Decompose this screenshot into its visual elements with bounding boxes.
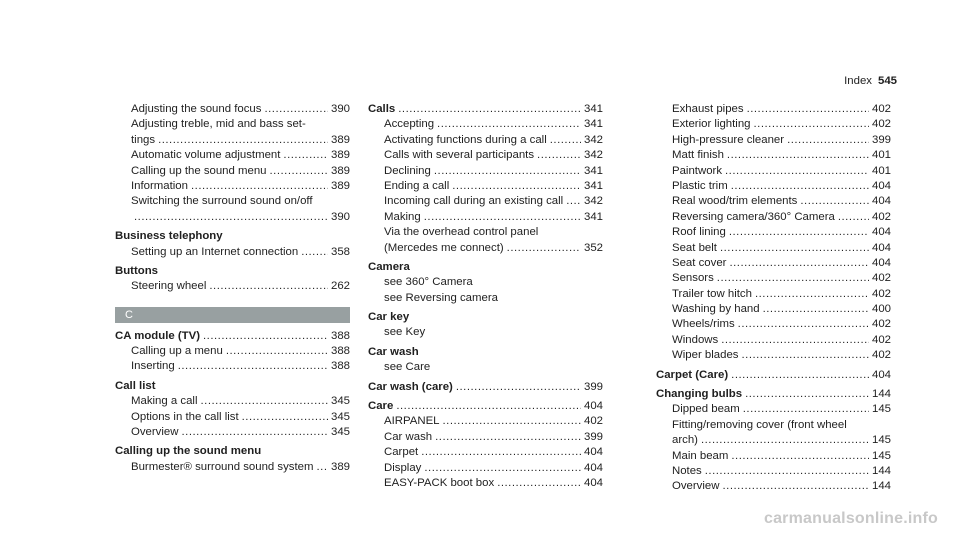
dot-leader — [435, 430, 581, 445]
index-subentry — [368, 476, 603, 491]
entry-term: Car key — [368, 311, 410, 324]
page-ref: 388 — [330, 329, 350, 342]
index-heading — [368, 310, 603, 325]
entry-term: Activating functions during a call — [384, 133, 547, 146]
index-subentry — [368, 133, 603, 148]
index-subentry — [656, 348, 891, 363]
dot-leader — [424, 210, 581, 225]
page-ref: 402 — [871, 349, 891, 362]
index-subentry — [656, 333, 891, 348]
dot-leader — [754, 117, 869, 132]
page-ref: 404 — [871, 241, 891, 254]
page-ref: 262 — [330, 280, 350, 293]
dot-leader — [755, 287, 869, 302]
index-subentry — [115, 133, 350, 148]
index-subentry — [115, 210, 350, 225]
page-ref: 404 — [583, 461, 603, 474]
dot-leader — [226, 344, 328, 359]
page-ref: 388 — [330, 345, 350, 358]
page-ref: 342 — [583, 195, 603, 208]
watermark: carmanualsonline.info — [763, 509, 938, 527]
index-subentry — [368, 179, 603, 194]
entry-term: Burmester® surround sound system — [131, 460, 314, 473]
dot-leader — [727, 148, 869, 163]
index-subentry — [368, 430, 603, 445]
entry-term: Camera — [368, 260, 410, 273]
entry-term: Overview — [672, 480, 720, 493]
entry-term: Calling up the sound menu — [131, 164, 267, 177]
page-ref: 399 — [583, 430, 603, 443]
entry-term: Care — [368, 400, 394, 413]
page-ref: 402 — [871, 272, 891, 285]
index-subentry — [656, 241, 891, 256]
entry-term: Steering wheel — [131, 280, 207, 293]
entry-term: Accepting — [384, 118, 435, 131]
index-subentry — [368, 164, 603, 179]
page-ref: 345 — [330, 426, 350, 439]
entry-term: Making a call — [131, 395, 198, 408]
page-ref: 341 — [583, 103, 603, 115]
index-subentry — [115, 164, 350, 179]
entry-term: see 360° Camera — [384, 276, 473, 289]
dot-leader — [242, 410, 328, 425]
dot-leader — [181, 425, 328, 440]
index-subentry — [115, 117, 350, 132]
index-subentry — [368, 445, 603, 460]
index-subentry — [115, 279, 350, 294]
page-ref: 399 — [583, 380, 603, 393]
dot-leader — [550, 133, 581, 148]
entry-term: Reversing camera/360° Camera — [672, 210, 835, 223]
page-ref: 402 — [583, 415, 603, 428]
dot-leader — [443, 414, 581, 429]
dot-leader — [747, 102, 869, 117]
entry-term: Changing bulbs — [656, 388, 743, 401]
entry-term: Matt finish — [672, 149, 724, 162]
dot-leader — [731, 368, 869, 383]
entry-term: Car wash (care) — [368, 380, 453, 393]
index-subentry — [656, 449, 891, 464]
dot-leader — [421, 445, 581, 460]
index-subentry — [656, 479, 891, 494]
dot-leader — [701, 433, 869, 448]
section-letter-bar: C — [115, 307, 350, 323]
entry-term: tings — [131, 133, 156, 146]
index-subentry — [656, 317, 891, 332]
dot-leader — [507, 241, 581, 256]
index-subentry — [368, 210, 603, 225]
dot-leader — [497, 476, 581, 491]
index-heading — [115, 229, 350, 244]
page-ref: 342 — [583, 149, 603, 162]
page-ref: 389 — [330, 179, 350, 192]
page-ref: 341 — [583, 118, 603, 131]
index-subentry — [115, 148, 350, 163]
dot-leader — [203, 329, 328, 344]
index-heading — [656, 387, 891, 402]
dot-leader — [264, 102, 328, 117]
index-subentry — [115, 179, 350, 194]
entry-term: EASY-PACK boot box — [384, 476, 495, 489]
index-subentry — [368, 225, 603, 240]
index-subentry — [115, 359, 350, 374]
page-ref: 389 — [330, 133, 350, 146]
dot-leader — [134, 210, 328, 225]
page-ref: 389 — [330, 164, 350, 177]
entry-term: Real wood/trim elements — [672, 195, 798, 208]
index-heading — [368, 102, 603, 117]
index-subentry — [656, 179, 891, 194]
entry-term: arch) — [672, 434, 698, 447]
entry-term: Calls — [368, 103, 396, 115]
dot-leader — [270, 164, 328, 179]
index-subentry — [656, 148, 891, 163]
entry-term: Adjusting the sound focus — [131, 103, 262, 115]
dot-leader — [705, 464, 869, 479]
index-heading — [115, 264, 350, 279]
entry-term: Making — [384, 210, 421, 223]
page-header — [844, 74, 897, 89]
entry-term: Main beam — [672, 449, 729, 462]
page-ref: 399 — [871, 133, 891, 146]
entry-term: Exterior lighting — [672, 118, 751, 131]
entry-term: Ending a call — [384, 179, 450, 192]
dot-leader — [434, 164, 581, 179]
page-ref: 345 — [330, 410, 350, 423]
page-ref: 404 — [871, 195, 891, 208]
index-subentry — [656, 418, 891, 433]
index-subentry — [656, 256, 891, 271]
entry-term: see Care — [384, 361, 431, 374]
dot-leader — [424, 461, 581, 476]
page-ref: 404 — [871, 226, 891, 239]
entry-term: Calling up a menu — [131, 345, 223, 358]
dot-leader — [283, 148, 328, 163]
page-ref: 345 — [330, 395, 350, 408]
entry-term: Seat belt — [672, 241, 717, 254]
entry-term: Call list — [115, 379, 156, 392]
dot-leader — [178, 359, 328, 374]
entry-term: CA module (TV) — [115, 329, 201, 342]
entry-term: Buttons — [115, 264, 159, 277]
index-heading — [115, 444, 350, 459]
dot-leader — [301, 245, 328, 260]
page-ref: 358 — [330, 245, 350, 258]
page-ref: 390 — [330, 210, 350, 223]
entry-term: Wiper blades — [672, 349, 739, 362]
page-ref: 402 — [871, 333, 891, 346]
entry-term: High-pressure cleaner — [672, 133, 785, 146]
entry-term: Wheels/rims — [672, 318, 735, 331]
page-ref: 145 — [871, 434, 891, 447]
dot-leader — [720, 241, 869, 256]
dot-leader — [317, 460, 328, 475]
entry-term: Car wash — [368, 345, 419, 358]
dot-leader — [787, 133, 869, 148]
index-subentry — [656, 402, 891, 417]
dot-leader — [725, 164, 869, 179]
index-subentry — [368, 291, 603, 306]
dot-leader — [763, 302, 869, 317]
index-subentry — [115, 344, 350, 359]
entry-term: Incoming call during an existing call — [384, 195, 564, 208]
index-column-3 — [656, 102, 891, 495]
page-ref: 390 — [330, 103, 350, 115]
page-ref: 402 — [871, 118, 891, 131]
entry-term: Calls with several participants — [384, 149, 535, 162]
index-subentry — [115, 410, 350, 425]
index-subentry — [656, 117, 891, 132]
index-subentry — [368, 414, 603, 429]
index-heading — [368, 380, 603, 395]
entry-term: Options in the call list — [131, 410, 239, 423]
index-subentry — [656, 102, 891, 117]
entry-term: Washing by hand — [672, 303, 760, 316]
index-subentry — [656, 302, 891, 317]
page-ref: 404 — [871, 368, 891, 381]
index-subentry — [656, 271, 891, 286]
index-subentry — [656, 433, 891, 448]
page-ref: 144 — [871, 480, 891, 493]
page-ref: 352 — [583, 241, 603, 254]
page-ref: 389 — [330, 460, 350, 473]
index-subentry — [368, 360, 603, 375]
header-label: Index — [844, 75, 872, 87]
entry-term: Carpet (Care) — [656, 368, 729, 381]
page-ref: 388 — [330, 360, 350, 373]
index-subentry — [656, 464, 891, 479]
index-subentry — [115, 194, 350, 209]
dot-leader — [717, 271, 869, 286]
page-ref: 145 — [871, 449, 891, 462]
entry-term: Via the overhead control panel — [384, 226, 539, 239]
entry-term: Carpet — [384, 446, 419, 459]
dot-leader — [743, 402, 869, 417]
index-subentry — [115, 425, 350, 440]
entry-term: AIRPANEL — [384, 415, 440, 428]
page-ref: 341 — [583, 164, 603, 177]
entry-term: Switching the surround sound on/off — [131, 195, 313, 208]
page-ref: 404 — [583, 446, 603, 459]
page-ref: 402 — [871, 318, 891, 331]
entry-term: Automatic volume adjustment — [131, 149, 281, 162]
entry-term: Seat cover — [672, 256, 727, 269]
index-heading — [115, 329, 350, 344]
dot-leader — [722, 479, 869, 494]
page-ref: 402 — [871, 210, 891, 223]
entry-term: Declining — [384, 164, 431, 177]
dot-leader — [838, 210, 869, 225]
entry-term: Exhaust pipes — [672, 103, 744, 115]
page-ref: 404 — [871, 256, 891, 269]
index-heading — [368, 399, 603, 414]
index-subentry — [368, 241, 603, 256]
entry-term: Sensors — [672, 272, 714, 285]
dot-leader — [729, 225, 869, 240]
page-ref: 341 — [583, 179, 603, 192]
page-ref: 341 — [583, 210, 603, 223]
index-subentry — [368, 461, 603, 476]
index-subentry — [656, 287, 891, 302]
entry-term: (Mercedes me connect) — [384, 241, 504, 254]
entry-term: Windows — [672, 333, 719, 346]
entry-term: Fitting/removing cover (front wheel — [672, 418, 847, 431]
index-subentry — [115, 460, 350, 475]
index-heading — [368, 345, 603, 360]
entry-term: Paintwork — [672, 164, 723, 177]
index-column-2 — [368, 102, 603, 491]
index-subentry — [656, 164, 891, 179]
entry-term: Setting up an Internet connection — [131, 245, 299, 258]
entry-term: Trailer tow hitch — [672, 287, 752, 300]
index-subentry — [115, 245, 350, 260]
page-ref: 144 — [871, 464, 891, 477]
page-ref: 342 — [583, 133, 603, 146]
entry-term: Notes — [672, 464, 702, 477]
index-subentry — [368, 275, 603, 290]
dot-leader — [200, 394, 328, 409]
dot-leader — [158, 133, 328, 148]
page-ref: 404 — [583, 476, 603, 489]
entry-term: Information — [131, 179, 188, 192]
dot-leader — [731, 179, 869, 194]
index-heading — [368, 260, 603, 275]
entry-term: Business telephony — [115, 230, 223, 243]
dot-leader — [738, 317, 869, 332]
page-ref: 404 — [871, 179, 891, 192]
index-subentry — [656, 194, 891, 209]
index-subentry — [115, 394, 350, 409]
index-subentry — [368, 325, 603, 340]
entry-term: Dipped beam — [672, 403, 740, 416]
dot-leader — [396, 399, 581, 414]
page-ref: 401 — [871, 149, 891, 162]
index-heading — [656, 368, 891, 383]
dot-leader — [721, 333, 869, 348]
entry-term: Calling up the sound menu — [115, 445, 262, 458]
index-subentry — [368, 194, 603, 209]
page-ref: 144 — [871, 388, 891, 401]
dot-leader — [729, 256, 869, 271]
dot-leader — [398, 102, 581, 117]
entry-term: Adjusting treble, mid and bass set- — [131, 118, 306, 131]
dot-leader — [800, 194, 869, 209]
entry-term: Car wash — [384, 430, 433, 443]
dot-leader — [437, 117, 581, 132]
dot-leader — [741, 348, 869, 363]
page-ref: 402 — [871, 103, 891, 115]
dot-leader — [745, 387, 869, 402]
dot-leader — [456, 380, 581, 395]
index-subentry — [656, 210, 891, 225]
page-number: 545 — [877, 75, 897, 87]
index-subentry — [368, 148, 603, 163]
entry-term: Inserting — [131, 360, 175, 373]
page-ref: 389 — [330, 149, 350, 162]
dot-leader — [731, 449, 869, 464]
page-ref: 400 — [871, 303, 891, 316]
page-ref: 401 — [871, 164, 891, 177]
entry-term: Plastic trim — [672, 179, 728, 192]
index-column-1 — [115, 102, 350, 475]
dot-leader — [191, 179, 328, 194]
page-ref: 402 — [871, 287, 891, 300]
index-subentry — [656, 225, 891, 240]
dot-leader — [209, 279, 328, 294]
index-subentry — [368, 117, 603, 132]
entry-term: Overview — [131, 426, 179, 439]
page-ref: 145 — [871, 403, 891, 416]
entry-term: see Reversing camera — [384, 291, 498, 304]
index-subentry — [656, 133, 891, 148]
page-ref: 404 — [583, 400, 603, 413]
entry-term: see Key — [384, 326, 426, 339]
dot-leader — [537, 148, 581, 163]
index-subentry — [115, 102, 350, 117]
dot-leader — [566, 194, 581, 209]
entry-term: Roof lining — [672, 226, 726, 239]
index-heading — [115, 379, 350, 394]
entry-term: Display — [384, 461, 422, 474]
dot-leader — [452, 179, 581, 194]
